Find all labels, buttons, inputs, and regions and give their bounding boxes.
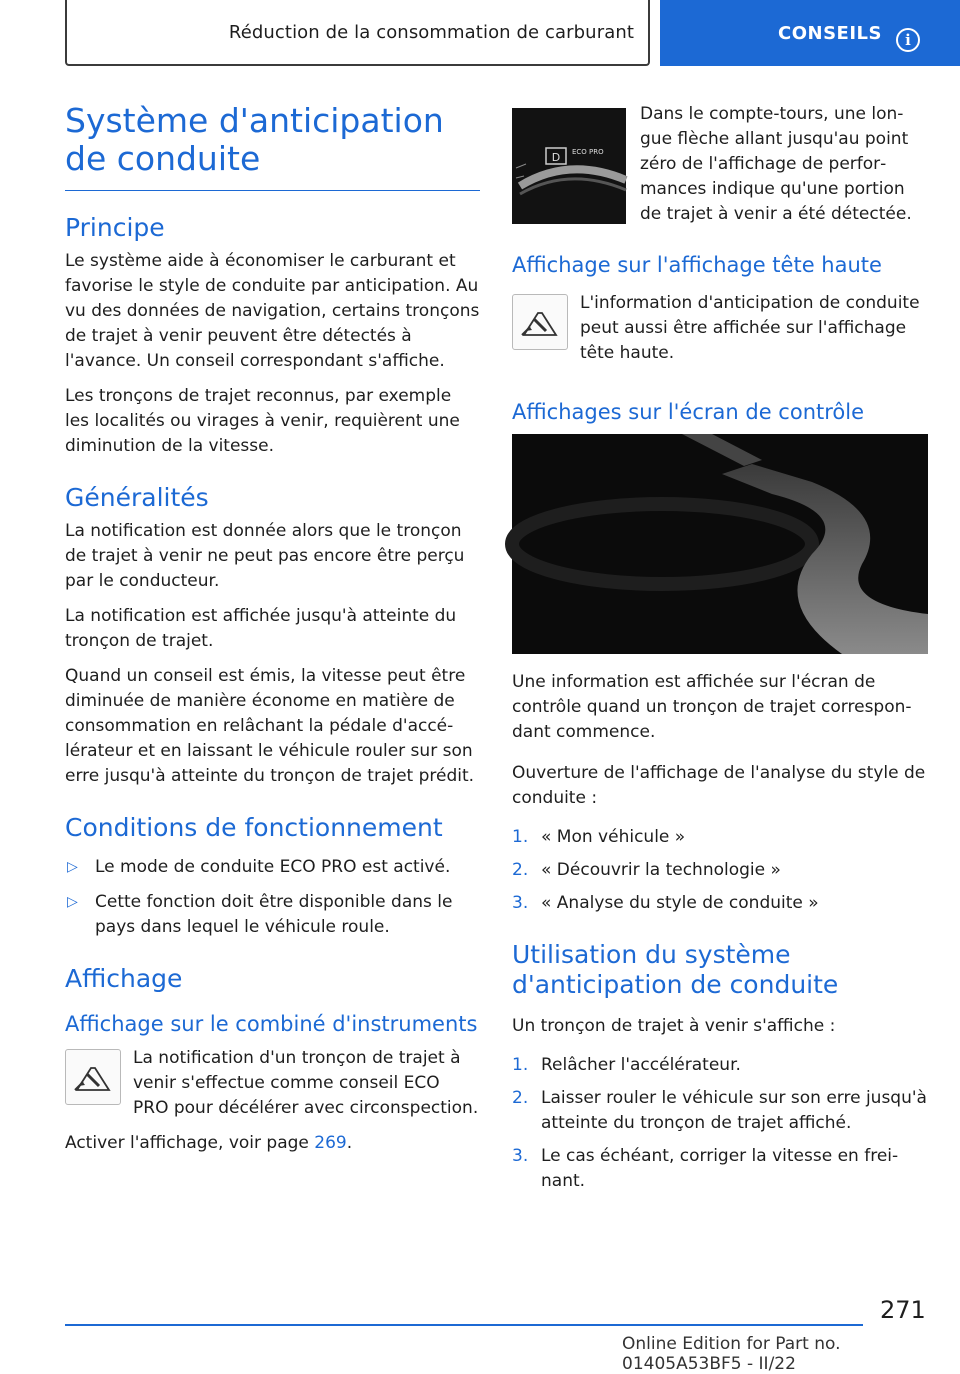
step-number: 1. <box>512 827 529 847</box>
ecran-paragraph-1: Une information est affichée sur l'écran de contrôle quand un tronçon de trajet correspondant commence. <box>512 672 912 742</box>
left-column <box>65 96 480 1166</box>
step-number: 1. <box>512 1055 529 1075</box>
page-link-269[interactable]: 269 <box>314 1133 347 1153</box>
ecran-paragraph-2: Ouverture de l'affichage de l'analyse du style de conduite : <box>512 763 926 808</box>
gauge-description: Dans le compte-tours, une longue flèche allant jusqu'au point zéro de l'affichage de performances indique qu'une portion de trajet à venir a été détectée. <box>640 104 912 224</box>
ecran-step <box>512 825 928 850</box>
step-number: 3. <box>512 893 529 913</box>
hud-anticipation-icon <box>512 294 568 350</box>
heading-generalites: Généralités <box>65 483 209 512</box>
page-number: 271 <box>880 1296 926 1324</box>
step-text: « Découvrir la technologie » <box>541 860 781 880</box>
info-icon[interactable] <box>896 28 920 52</box>
condition-text: Cette fonction doit être disponible dans le pays dans lequel le véhicule roule. <box>95 892 453 937</box>
winding-road-image <box>512 434 928 654</box>
activer-suffix: . <box>346 1133 353 1153</box>
heading-ecran-controle: Affichages sur l'écran de contrôle <box>512 400 865 424</box>
hud-description: L'information d'anticipation de conduite peut aussi être affichée sur l'affichage tête haute. <box>580 293 920 363</box>
page-title: Système d'anticipation de conduite <box>65 102 480 191</box>
principe-paragraph-2: Les tronçons de trajet reconnus, par exemple les localités ou virages à venir, requièrent une diminution de la vitesse. <box>65 386 460 456</box>
activer-prefix: Activer l'affichage, voir page <box>65 1133 315 1153</box>
generalites-paragraph-2: La notification est affichée jusqu'à atteinte du tronçon de trajet. <box>65 606 457 651</box>
tachometer-image <box>512 108 626 224</box>
info-icon-glyph: i <box>905 31 911 49</box>
generalites-paragraph-3: Quand un conseil est émis, la vitesse peut être diminuée de manière économe en matière de consommation en relâchant la pédale d'accélérateur et en laissant le véhicule rouler sur son erre jusqu'à atteinte du tronçon de trajet prédit. <box>65 666 475 786</box>
utilisation-paragraph: Un tronçon de trajet à venir s'affiche : <box>512 1016 836 1036</box>
activer-affichage <box>65 1131 480 1156</box>
step-number: 2. <box>512 1088 529 1108</box>
ecran-step <box>512 891 928 916</box>
footer-divider <box>65 1324 863 1326</box>
bullet-arrow-icon: ▷ <box>67 859 78 875</box>
anticipation-warning-icon <box>65 1049 121 1105</box>
header-title-box <box>65 0 650 66</box>
step-number: 3. <box>512 1146 529 1166</box>
page-header <box>0 0 960 66</box>
generalites-paragraph-1: La notification est donnée alors que le tronçon de trajet à venir ne peut pas encore être perçu par le conducteur. <box>65 521 465 591</box>
gauge-eco-label: ECO PRO <box>572 148 604 156</box>
utilisation-step <box>512 1086 928 1136</box>
step-text: Le cas échéant, corriger la vitesse en freinant. <box>541 1146 899 1191</box>
heading-principe: Principe <box>65 213 165 242</box>
step-text: « Analyse du style de conduite » <box>541 893 819 913</box>
edition-label: Online Edition for Part no. 01405A53BF5 - II/22 <box>622 1334 841 1374</box>
step-text: « Mon véhicule » <box>541 827 686 847</box>
utilisation-step <box>512 1144 928 1194</box>
affichage-paragraph-1: La notification d'un tronçon de trajet à venir s'effectue comme conseil ECO PRO pour décélérer avec circonspection. <box>133 1048 479 1118</box>
bullet-arrow-icon: ▷ <box>67 894 78 910</box>
utilisation-step <box>512 1053 928 1078</box>
right-column <box>512 96 928 1202</box>
step-text: Relâcher l'accélérateur. <box>541 1055 741 1075</box>
ecran-step <box>512 858 928 883</box>
section-tab-label: CONSEILS <box>778 22 882 44</box>
heading-combine-instruments: Affichage sur le combiné d'instruments <box>65 1012 478 1036</box>
step-text: Laisser rouler le véhicule sur son erre jusqu'à atteinte du tronçon de trajet affiché. <box>541 1088 927 1133</box>
heading-utilisation: Utilisation du système d'anticipation de conduite <box>512 940 839 999</box>
gauge-d-label: D <box>551 151 561 164</box>
condition-item <box>65 855 480 880</box>
step-number: 2. <box>512 860 529 880</box>
heading-conditions: Conditions de fonctionnement <box>65 813 443 842</box>
principe-paragraph-1: Le système aide à économiser le carburant et favorise le style de conduite par anticipation. Au vu des données de navigation, certains tronçons de trajet à venir peuvent être détectés à l'avance. Un conseil correspondant s'affiche. <box>65 251 480 371</box>
heading-affichage: Affichage <box>65 964 183 993</box>
condition-item <box>65 890 480 940</box>
header-title: Réduction de la consommation de carburant <box>228 21 634 43</box>
condition-text: Le mode de conduite ECO PRO est activé. <box>95 857 451 877</box>
heading-hud: Affichage sur l'affichage tête haute <box>512 253 882 277</box>
